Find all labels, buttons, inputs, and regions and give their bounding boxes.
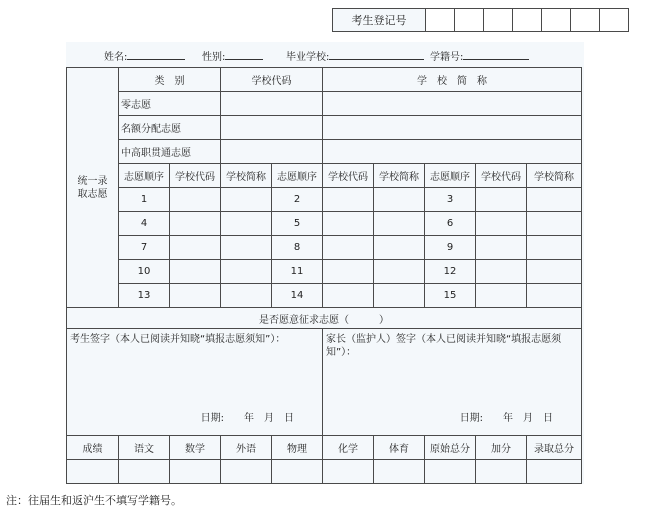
short-header: 学校简称 [527, 164, 582, 188]
choice-name-cell[interactable] [221, 284, 272, 308]
parent-signature-label: 家长（监护人）签字（本人已阅读并知晓“填报志愿须知”）： [326, 334, 562, 358]
score-header: 加分 [476, 436, 527, 460]
choice-code-cell[interactable] [476, 284, 527, 308]
student-id-field[interactable]: 学籍号: [430, 48, 463, 63]
score-header: 录取总分 [527, 436, 582, 460]
choice-name-cell[interactable] [221, 212, 272, 236]
table-row [67, 236, 582, 260]
vocational-choice-name[interactable] [323, 140, 582, 164]
choice-code-cell[interactable] [476, 212, 527, 236]
registration-digit[interactable] [600, 9, 629, 32]
scores-value-row [67, 460, 582, 484]
choice-name-cell[interactable] [221, 236, 272, 260]
name-field[interactable]: 姓名: [104, 48, 127, 63]
choice-number: 3 [425, 188, 476, 212]
score-header: 成绩 [67, 436, 119, 460]
short-header: 学校简称 [221, 164, 272, 188]
table-row [67, 188, 582, 212]
choice-code-cell[interactable] [170, 236, 221, 260]
zero-choice-label: 零志愿 [119, 92, 221, 116]
registration-number-box [332, 8, 629, 32]
student-info-line [104, 48, 564, 64]
registration-digit[interactable] [513, 9, 542, 32]
choice-number: 1 [119, 188, 170, 212]
registration-digit[interactable] [571, 9, 600, 32]
code-header: 学校代码 [170, 164, 221, 188]
score-cell[interactable] [323, 460, 374, 484]
choice-number: 10 [119, 260, 170, 284]
choice-code-cell[interactable] [476, 188, 527, 212]
order-header: 志愿顺序 [425, 164, 476, 188]
choice-number: 2 [272, 188, 323, 212]
choice-name-cell[interactable] [527, 188, 582, 212]
choice-name-cell[interactable] [527, 236, 582, 260]
choice-name-cell[interactable] [221, 188, 272, 212]
category-header: 类 别 [119, 68, 221, 92]
name-underline [127, 48, 185, 60]
gender-field[interactable]: 性别: [202, 48, 225, 63]
student-id-underline [463, 48, 529, 60]
score-cell[interactable] [221, 460, 272, 484]
school-code-header: 学校代码 [221, 68, 323, 92]
score-header: 原始总分 [425, 436, 476, 460]
choice-code-cell[interactable] [323, 284, 374, 308]
choice-code-cell[interactable] [323, 188, 374, 212]
vocational-choice-code[interactable] [221, 140, 323, 164]
choice-number: 15 [425, 284, 476, 308]
choice-name-cell[interactable] [374, 236, 425, 260]
choice-number: 11 [272, 260, 323, 284]
choice-code-cell[interactable] [170, 260, 221, 284]
choice-name-cell[interactable] [374, 188, 425, 212]
score-cell[interactable] [119, 460, 170, 484]
unified-admission-label: 统一录取志愿 [67, 68, 119, 308]
choice-name-cell[interactable] [527, 212, 582, 236]
zero-choice-name[interactable] [323, 92, 582, 116]
adjustment-question[interactable]: 是否愿意征求志愿（ ） [67, 308, 582, 329]
order-header: 志愿顺序 [272, 164, 323, 188]
choice-number: 6 [425, 212, 476, 236]
quota-choice-name[interactable] [323, 116, 582, 140]
choice-name-cell[interactable] [374, 284, 425, 308]
score-header: 外语 [221, 436, 272, 460]
score-cell[interactable] [170, 460, 221, 484]
choice-code-cell[interactable] [323, 260, 374, 284]
school-underline [329, 48, 424, 60]
choice-code-cell[interactable] [170, 212, 221, 236]
registration-label: 考生登记号 [333, 9, 426, 32]
short-header: 学校简称 [374, 164, 425, 188]
choice-name-cell[interactable] [374, 212, 425, 236]
choice-number: 9 [425, 236, 476, 260]
choice-code-cell[interactable] [476, 236, 527, 260]
scores-header-row [67, 436, 582, 460]
choice-name-cell[interactable] [374, 260, 425, 284]
registration-digit[interactable] [542, 9, 571, 32]
table-row [67, 212, 582, 236]
order-header: 志愿顺序 [119, 164, 170, 188]
zero-choice-code[interactable] [221, 92, 323, 116]
choice-code-cell[interactable] [323, 236, 374, 260]
code-header: 学校代码 [323, 164, 374, 188]
choice-code-cell[interactable] [170, 188, 221, 212]
choice-number: 7 [119, 236, 170, 260]
school-field[interactable]: 毕业学校: [286, 48, 329, 63]
choice-code-cell[interactable] [323, 212, 374, 236]
score-cell[interactable] [527, 460, 582, 484]
student-signature-box[interactable] [67, 329, 323, 436]
table-row [67, 284, 582, 308]
registration-digit[interactable] [426, 9, 455, 32]
score-cell[interactable] [425, 460, 476, 484]
choice-name-cell[interactable] [527, 284, 582, 308]
choice-number: 5 [272, 212, 323, 236]
choice-code-cell[interactable] [476, 260, 527, 284]
score-header: 语文 [119, 436, 170, 460]
score-cell[interactable] [272, 460, 323, 484]
quota-choice-code[interactable] [221, 116, 323, 140]
registration-digit[interactable] [455, 9, 484, 32]
code-header: 学校代码 [476, 164, 527, 188]
choices-table [66, 67, 582, 484]
parent-signature-date: 日期: 年 月 日 [459, 413, 554, 424]
choice-number: 12 [425, 260, 476, 284]
parent-signature-box[interactable] [323, 329, 582, 436]
school-short-header: 学 校 简 称 [323, 68, 582, 92]
vocational-choice-label: 中高职贯通志愿 [119, 140, 221, 164]
student-signature-label: 考生签字（本人已阅读并知晓“填报志愿须知”）： [70, 334, 286, 345]
quota-choice-label: 名额分配志愿 [119, 116, 221, 140]
choice-name-cell[interactable] [527, 260, 582, 284]
score-header: 物理 [272, 436, 323, 460]
registration-digit[interactable] [484, 9, 513, 32]
choice-number: 13 [119, 284, 170, 308]
choice-number: 4 [119, 212, 170, 236]
score-cell[interactable] [374, 460, 425, 484]
choice-code-cell[interactable] [170, 284, 221, 308]
gender-underline [225, 48, 263, 60]
choice-column-headers [67, 164, 582, 188]
choice-number: 14 [272, 284, 323, 308]
score-cell[interactable] [476, 460, 527, 484]
choice-name-cell[interactable] [221, 260, 272, 284]
score-header: 数学 [170, 436, 221, 460]
choice-number: 8 [272, 236, 323, 260]
table-row [67, 260, 582, 284]
score-header: 体育 [374, 436, 425, 460]
student-signature-date: 日期: 年 月 日 [200, 413, 294, 424]
score-header: 化学 [323, 436, 374, 460]
footnote: 注：往届生和返沪生不填写学籍号。 [6, 494, 182, 507]
score-cell[interactable] [67, 460, 119, 484]
